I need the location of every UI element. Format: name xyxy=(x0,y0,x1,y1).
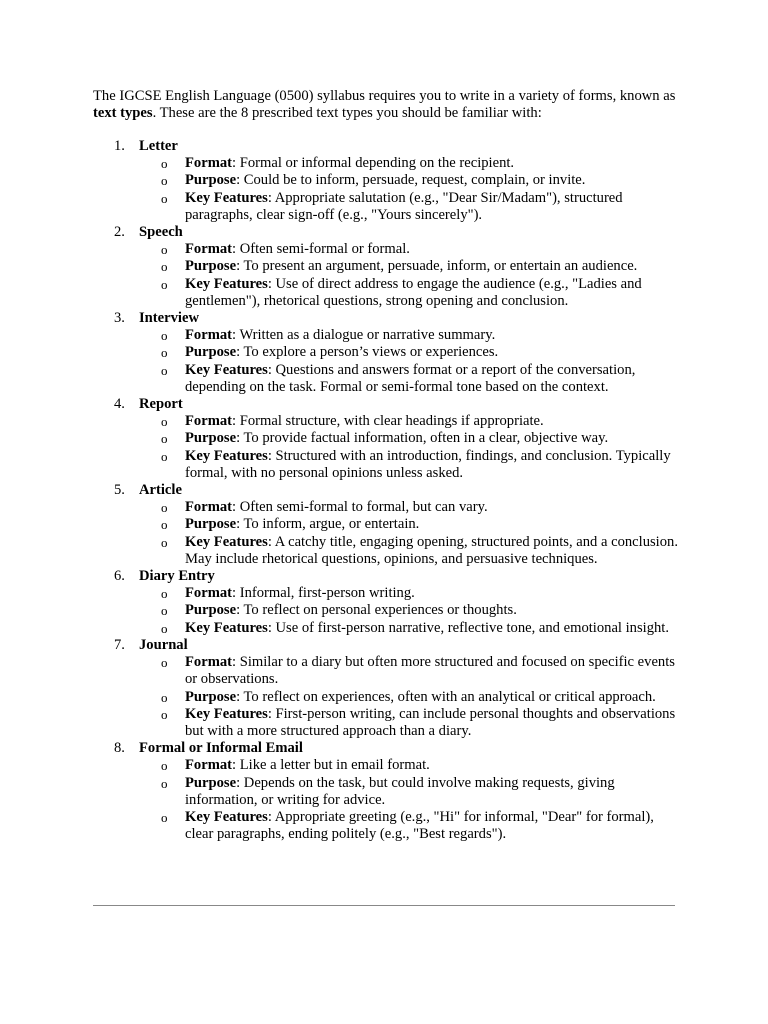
text-type-item xyxy=(93,568,683,637)
detail-label: Format xyxy=(185,413,233,430)
detail-list xyxy=(139,757,683,843)
detail-text: : To inform, argue, or entertain. xyxy=(236,516,420,533)
detail-text: : Often semi-formal or formal. xyxy=(232,241,410,258)
detail-text: : Formal or informal depending on the recipient. xyxy=(232,155,515,172)
detail-text: : Use of direct address to engage the audience (e.g., "Ladies and gentlemen"), rhetorical questions, strong opening and conclusion. xyxy=(185,275,642,309)
detail-item xyxy=(139,190,683,224)
detail-text: : To reflect on experiences, often with an analytical or critical approach. xyxy=(236,688,656,705)
detail-item xyxy=(139,689,683,706)
text-type-item xyxy=(93,482,683,568)
detail-label: Format xyxy=(185,654,233,671)
text-types-list xyxy=(93,138,683,843)
detail-label: Key Features xyxy=(185,361,268,378)
detail-list xyxy=(139,241,683,310)
detail-label: Purpose xyxy=(185,516,237,533)
detail-text: : Appropriate greeting (e.g., "Hi" for informal, "Dear" for formal), clear paragraphs, ending politely (e.g., "Best regards"). xyxy=(185,808,654,843)
detail-text: : To explore a person’s views or experiences. xyxy=(236,344,499,361)
detail-item xyxy=(139,258,683,275)
detail-text: : Often semi-formal to formal, but can vary. xyxy=(232,499,488,516)
detail-text: : To provide factual information, often in a clear, objective way. xyxy=(236,430,609,447)
detail-text: : Use of first-person narrative, reflective tone, and emotional insight. xyxy=(267,619,670,636)
detail-item xyxy=(139,602,683,619)
intro-paragraph xyxy=(93,88,683,122)
detail-label: Key Features xyxy=(185,533,268,550)
text-type-item xyxy=(93,224,683,310)
detail-label: Key Features xyxy=(185,619,268,636)
detail-label: Format xyxy=(185,585,233,602)
bullet-icon: o xyxy=(161,500,168,516)
detail-item xyxy=(139,430,683,447)
bullet-icon: o xyxy=(161,448,168,464)
text-type-item xyxy=(93,637,683,740)
horizontal-rule xyxy=(93,905,675,906)
detail-label: Key Features xyxy=(185,705,268,722)
bullet-icon: o xyxy=(161,603,168,619)
bullet-icon: o xyxy=(161,345,168,361)
text-type-title: Journal xyxy=(139,636,188,653)
detail-list xyxy=(139,155,683,224)
detail-text: : Depends on the task, but could involve making requests, giving information, or writing for advice. xyxy=(185,774,615,808)
bullet-icon: o xyxy=(161,706,168,722)
detail-item xyxy=(139,585,683,602)
bullet-icon: o xyxy=(161,809,168,825)
bullet-icon: o xyxy=(161,173,168,189)
detail-text: : Like a letter but in email format. xyxy=(232,757,430,774)
detail-list xyxy=(139,585,683,637)
detail-label: Format xyxy=(185,499,233,516)
bullet-icon: o xyxy=(161,775,168,791)
detail-label: Purpose xyxy=(185,688,237,705)
bullet-icon: o xyxy=(161,276,168,292)
bullet-icon: o xyxy=(161,414,168,430)
text-type-title: Formal or Informal Email xyxy=(139,740,303,757)
list-number: 8. xyxy=(114,740,125,757)
detail-label: Format xyxy=(185,155,233,172)
detail-item xyxy=(139,809,683,843)
detail-label: Format xyxy=(185,757,233,774)
detail-text: : First-person writing, can include personal thoughts and observations but with a more structured approach than a diary. xyxy=(185,705,676,739)
detail-item xyxy=(139,276,683,310)
detail-label: Format xyxy=(185,241,233,258)
detail-label: Key Features xyxy=(185,808,268,825)
detail-label: Key Features xyxy=(185,447,268,464)
detail-text: : Appropriate salutation (e.g., "Dear Sir/Madam"), structured paragraphs, clear sign-off (e.g., "Yours sincerely"). xyxy=(185,189,623,223)
bullet-icon: o xyxy=(161,242,168,258)
detail-label: Key Features xyxy=(185,189,268,206)
detail-label: Purpose xyxy=(185,774,237,791)
list-number: 5. xyxy=(114,482,125,499)
detail-text: : Informal, first-person writing. xyxy=(232,585,415,602)
detail-text: : To reflect on personal experiences or thoughts. xyxy=(236,602,517,619)
text-type-title: Speech xyxy=(139,224,183,241)
detail-item xyxy=(139,620,683,637)
detail-item xyxy=(139,706,683,740)
text-type-item xyxy=(93,740,683,843)
detail-item xyxy=(139,654,683,688)
detail-label: Purpose xyxy=(185,602,237,619)
detail-label: Purpose xyxy=(185,172,237,189)
bullet-icon: o xyxy=(161,620,168,636)
bullet-icon: o xyxy=(161,328,168,344)
intro-text-end: . These are the 8 prescribed text types you should be familiar with: xyxy=(152,105,542,122)
list-number: 6. xyxy=(114,568,125,585)
detail-label: Purpose xyxy=(185,430,237,447)
text-type-title: Report xyxy=(139,396,183,413)
bullet-icon: o xyxy=(161,689,168,705)
bullet-icon: o xyxy=(161,534,168,550)
detail-item xyxy=(139,775,683,809)
intro-text: The IGCSE English Language (0500) syllabus requires you to write in a variety of forms, known as xyxy=(93,88,676,104)
bullet-icon: o xyxy=(161,362,168,378)
detail-list xyxy=(139,499,683,568)
detail-item xyxy=(139,344,683,361)
detail-text: : Written as a dialogue or narrative summary. xyxy=(232,327,496,344)
bullet-icon: o xyxy=(161,758,168,774)
list-number: 3. xyxy=(114,310,125,327)
intro-bold-term: text types xyxy=(93,105,153,122)
detail-item xyxy=(139,413,683,430)
detail-item xyxy=(139,172,683,189)
bullet-icon: o xyxy=(161,431,168,447)
detail-item xyxy=(139,499,683,516)
list-number: 4. xyxy=(114,396,125,413)
text-type-title: Article xyxy=(139,482,182,499)
detail-list xyxy=(139,413,683,482)
detail-item xyxy=(139,362,683,396)
detail-label: Key Features xyxy=(185,275,268,292)
text-type-title: Diary Entry xyxy=(139,568,215,585)
text-type-item xyxy=(93,310,683,396)
text-type-item xyxy=(93,138,683,224)
text-type-title: Interview xyxy=(139,310,199,327)
detail-text: : Similar to a diary but often more structured and focused on specific events or observations. xyxy=(185,654,675,688)
detail-list xyxy=(139,327,683,396)
detail-item xyxy=(139,534,683,568)
detail-text: : To present an argument, persuade, inform, or entertain an audience. xyxy=(236,258,638,275)
detail-text: : A catchy title, engaging opening, structured points, and a conclusion. May include rhetorical questions, opinions, and persuasive techniques. xyxy=(185,533,678,567)
detail-text: : Formal structure, with clear headings if appropriate. xyxy=(232,413,544,430)
detail-item xyxy=(139,155,683,172)
detail-label: Purpose xyxy=(185,344,237,361)
bullet-icon: o xyxy=(161,655,168,671)
detail-text: : Structured with an introduction, findings, and conclusion. Typically formal, with no personal opinions unless asked. xyxy=(185,447,671,481)
list-number: 1. xyxy=(114,138,125,154)
text-type-title: Letter xyxy=(139,138,178,154)
detail-label: Purpose xyxy=(185,258,237,275)
text-type-item xyxy=(93,396,683,482)
detail-item xyxy=(139,757,683,774)
bullet-icon: o xyxy=(161,190,168,206)
bullet-icon: o xyxy=(161,586,168,602)
detail-label: Format xyxy=(185,327,233,344)
detail-text: : Questions and answers format or a report of the conversation, depending on the task. Formal or semi-formal tone based on the context. xyxy=(185,361,636,395)
bullet-icon: o xyxy=(161,156,168,172)
detail-text: : Could be to inform, persuade, request, complain, or invite. xyxy=(236,172,586,189)
bullet-icon: o xyxy=(161,259,168,275)
detail-item xyxy=(139,241,683,258)
detail-list xyxy=(139,654,683,740)
bullet-icon: o xyxy=(161,517,168,533)
detail-item xyxy=(139,448,683,482)
detail-item xyxy=(139,516,683,533)
list-number: 2. xyxy=(114,224,125,241)
list-number: 7. xyxy=(114,636,125,653)
detail-item xyxy=(139,327,683,344)
